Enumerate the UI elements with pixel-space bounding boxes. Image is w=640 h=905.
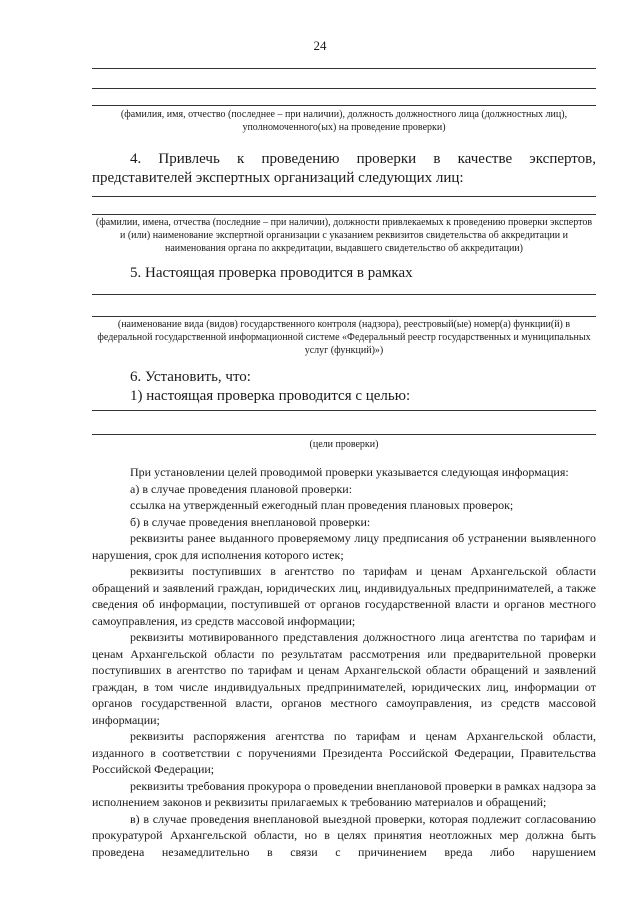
section-5-heading <box>92 264 596 283</box>
blank-line <box>92 105 596 106</box>
paragraph: б) в случае проведения внеплановой проверки: <box>130 514 371 529</box>
caption-control-type: (наименование вида (видов) государственного контроля (надзора), реестровый(ые) номер(а) функции(й) в федеральной государственной информационной системе «Федеральный реестр государственных и муниципальных услуг (функций)») <box>97 319 591 356</box>
body-text <box>92 464 596 860</box>
section-6-item-1 <box>92 387 596 406</box>
section-4-heading <box>92 150 596 188</box>
section-6-item-1-text: 1) настоящая проверка проводится с целью: <box>130 388 411 404</box>
blank-line <box>92 88 596 89</box>
page-number: 24 <box>313 38 327 53</box>
paragraph: реквизиты ранее выданного проверяемому лицу предписания об устранении выявленного нарушения, срок для исполнения которого истек; <box>92 531 596 562</box>
paragraph: ссылка на утвержденный ежегодный план проведения плановых проверок; <box>130 498 514 512</box>
caption-goals: (цели проверки) <box>309 439 379 450</box>
blank-line <box>92 214 596 215</box>
caption-inspector: (фамилия, имя, отчество (последнее – при наличии), должность должностного лица (должностных лиц), уполномоченного(ых) на проведение проверки) <box>120 109 568 133</box>
blank-line <box>92 68 596 69</box>
blank-line <box>92 316 596 317</box>
paragraph: При установлении целей проводимой проверки указывается следующая информация: <box>130 465 569 479</box>
blank-line <box>92 434 596 435</box>
blank-line <box>92 294 596 295</box>
paragraph: в) в случае проведения внеплановой выездной проверки, которая подлежит согласованию прокуратурой Архангельской области, но в целях принятия неотложных мер должна быть проведена незамедлительно в связи с причинением вреда либо нарушением <box>92 811 596 859</box>
section-4-heading-text: 4. Привлечь к проведению проверки в качестве экспертов, представителей экспертных организаций следующих лиц: <box>92 151 596 186</box>
paragraph: а) в случае проведения плановой проверки: <box>130 481 353 496</box>
blank-line <box>92 196 596 197</box>
blank-line <box>92 410 596 411</box>
paragraph: реквизиты требования прокурора о проведении внеплановой проверки в рамках надзора за исполнением законов и реквизиты прилагаемых к требованию материалов и обращений; <box>92 778 596 809</box>
section-6-heading <box>92 368 596 387</box>
section-6-heading-text: 6. Установить, что: <box>130 369 251 385</box>
section-5-heading-text: 5. Настоящая проверка проводится в рамках <box>130 265 413 281</box>
paragraph: реквизиты распоряжения агентства по тарифам и ценам Архангельской области, изданного в соответствии с поручениями Президента Российской Федерации, Правительства Российской Федерации; <box>92 729 596 776</box>
paragraph: реквизиты поступивших в агентство по тарифам и ценам Архангельской области обращений и заявлений граждан, юридических лиц, индивидуальных предпринимателей, а также сведения об информации, поступившей от органов государственной власти и органов местного самоуправления, из средств массовой информации; <box>92 564 596 628</box>
paragraph: реквизиты мотивированного представления должностного лица агентства по тарифам и ценам Архангельской области по результатам рассмотрения или предварительной проверки поступивших в агентство по тарифам и ценам Архангельской области обращений и заявлений граждан, в том числе индивидуальных предпринимателей, юридических лиц, информации от органов государственной власти, органов местного самоуправления, из средств массовой информации; <box>92 630 596 727</box>
caption-experts: (фамилии, имена, отчества (последние – при наличии), должности привлекаемых к проведению проверки экспертов и (или) наименование экспертной организации с указанием реквизитов свидетельства об аккредитации и наименования органа по аккредитации, выдавшего свидетельство об аккредитации) <box>95 217 593 254</box>
